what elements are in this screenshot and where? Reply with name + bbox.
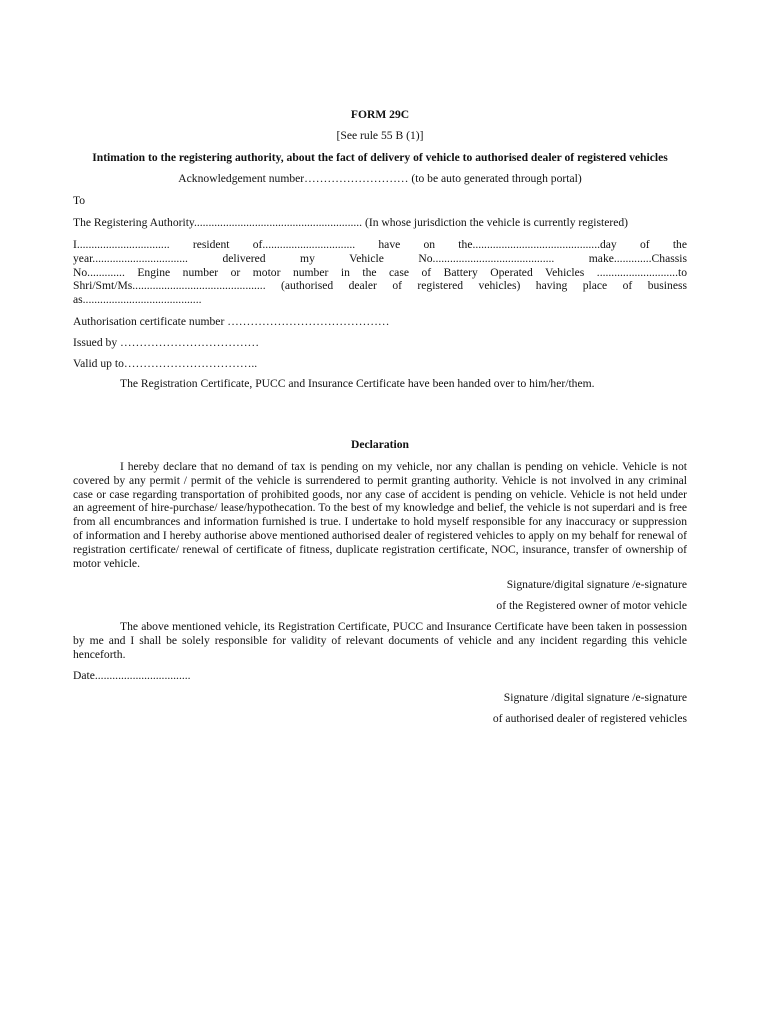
intro-line: Shri/Smt/Ms.............................................. (authorised dealer of registered vehicles) having place of business bbox=[73, 279, 687, 293]
intro-line: year................................. delivered my Vehicle No.......................................... make.............Chassis bbox=[73, 251, 687, 265]
to-label: To bbox=[73, 194, 86, 208]
issued-by-line: Issued by ……………………………… bbox=[73, 335, 260, 349]
declaration-body: I hereby declare that no demand of tax is pending on my vehicle, nor any challan is pending on vehicle. Vehicle is not covered by any permit / permit of the vehicle is surrendered to permit granting authority. Vehicle is not involved in any criminal case or case regarding transportation of prohibited goods, nor any case of accident is pending on vehicle. Vehicle is not held under an agreement of hire-purchase/ lease/hypothecation. To the best of my knowledge and belief, the vehicle is not superdari and is free from all encumbrances and information furnished is true. I undertake to hold myself responsible for any inaccuracy or suppression of information and I hereby authorise above mentioned authorised dealer of registered vehicles to apply on my behalf for renewal of registration certificate/ renewal of certificate of fitness, duplicate registration certificate, NOC, insurance, transfer of ownership of motor vehicle. bbox=[73, 459, 687, 570]
intro-line: I................................ resident of................................ have on the............................................day of the bbox=[73, 237, 687, 251]
registering-authority-line: The Registering Authority.......................................................... (In whose jurisdiction the vehicle is currently registered) bbox=[73, 216, 628, 230]
declaration-title: Declaration bbox=[351, 438, 409, 452]
date-line: Date................................. bbox=[73, 669, 191, 683]
form-page bbox=[73, 108, 687, 733]
form-heading: Intimation to the registering authority, about the fact of delivery of vehicle to authorised dealer of registered vehicles bbox=[92, 150, 668, 164]
dealer-signature-line: Signature /digital signature /e-signature bbox=[503, 691, 687, 705]
authorisation-certificate-line: Authorisation certificate number …………………………………… bbox=[73, 314, 390, 328]
form-rule: [See rule 55 B (1)] bbox=[336, 128, 424, 142]
owner-signature-caption: of the Registered owner of motor vehicle bbox=[496, 599, 687, 613]
handed-over-statement: The Registration Certificate, PUCC and Insurance Certificate have been handed over to him/her/them. bbox=[120, 377, 595, 391]
intro-line: No............. Engine number or motor number in the case of Battery Operated Vehicles ............................to bbox=[73, 265, 687, 279]
form-title: FORM 29C bbox=[350, 108, 410, 121]
valid-up-to-line: Valid up to…………………………….. bbox=[73, 356, 258, 370]
intro-line: as......................................... bbox=[73, 293, 202, 307]
dealer-signature-caption: of authorised dealer of registered vehicles bbox=[492, 711, 687, 725]
possession-statement: The above mentioned vehicle, its Registration Certificate, PUCC and Insurance Certificate have been taken in possession by me and I shall be solely responsible for validity of relevant documents of vehicle and any incident regarding this vehicle henceforth. bbox=[73, 619, 687, 661]
intro-paragraph bbox=[73, 238, 687, 307]
owner-signature-line: Signature/digital signature /e-signature bbox=[506, 578, 687, 592]
acknowledgement-line: Acknowledgement number……………………… (to be auto generated through portal) bbox=[178, 171, 582, 185]
